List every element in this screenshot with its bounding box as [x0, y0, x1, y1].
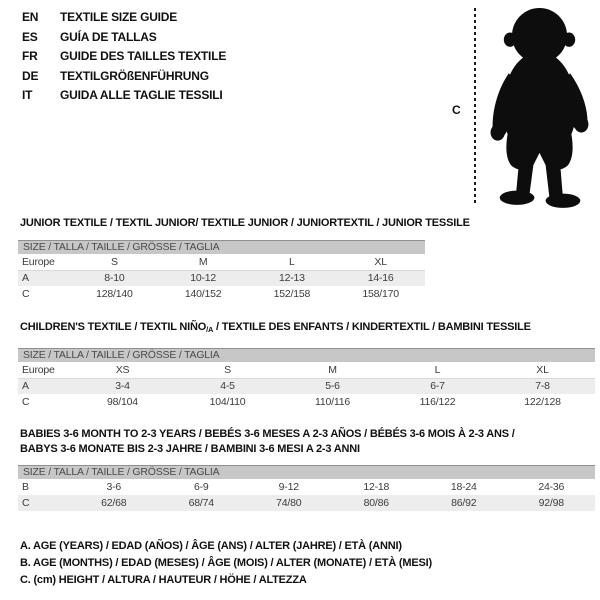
children-size-table	[18, 348, 595, 410]
row-label: B	[22, 481, 29, 493]
value-cell: 3-6	[106, 481, 122, 493]
value-cell: 74/80	[276, 497, 302, 509]
size-cell: XS	[70, 362, 175, 378]
value-cell: 140/152	[184, 288, 222, 300]
title-subscript: /A	[206, 325, 214, 334]
value-cell: 10-12	[190, 272, 217, 285]
size-cell: XL	[336, 254, 425, 270]
value-cell: 6-9	[193, 481, 209, 493]
size-table-header: SIZE / TALLA / TAILLE / GRÖSSE / TAGLIA	[18, 240, 425, 254]
language-code: EN	[22, 10, 39, 24]
value-cell: 92/98	[538, 497, 564, 509]
value-cell: 4-5	[220, 380, 235, 393]
value-cell: 5-6	[325, 380, 340, 393]
toddler-silhouette-image	[482, 6, 597, 212]
language-code: FR	[22, 49, 38, 63]
value-cell: 152/158	[273, 288, 311, 300]
size-cell: L	[248, 254, 337, 270]
language-code: DE	[22, 68, 39, 83]
value-cell: 104/110	[209, 396, 246, 408]
babies-section	[18, 427, 595, 511]
size-cell: S	[70, 254, 159, 270]
size-cell: M	[159, 254, 248, 270]
language-code: ES	[22, 29, 38, 44]
size-cell: S	[175, 362, 280, 378]
table-row	[18, 479, 595, 495]
babies-title-line2: BABYS 3-6 MONATE BIS 2-3 JAHRE / BAMBINI 3-6 MESI A 2-3 ANNI	[20, 443, 360, 455]
value-cell: 8-10	[104, 272, 125, 285]
table-row	[18, 378, 595, 394]
value-cell: 18-24	[450, 481, 477, 493]
row-label: C	[22, 396, 30, 408]
value-cell: 62/68	[101, 497, 127, 509]
children-section-title	[18, 321, 595, 336]
size-cell: L	[385, 362, 490, 378]
size-table-header: SIZE / TALLA / TAILLE / GRÖSSE / TAGLIA	[18, 465, 595, 479]
language-label: GUIDE DES TAILLES TEXTILE	[60, 49, 227, 63]
babies-size-table	[18, 465, 595, 511]
value-cell: 128/140	[96, 288, 133, 300]
value-cell: 14-16	[367, 272, 394, 285]
row-label: A	[22, 380, 29, 393]
language-label: GUÍA DE TALLAS	[60, 29, 157, 44]
value-cell: 122/128	[524, 396, 561, 408]
size-cell: XL	[490, 362, 595, 378]
value-cell: 68/74	[188, 497, 214, 509]
table-row	[18, 394, 595, 410]
language-row-fr	[22, 47, 226, 67]
children-section	[18, 321, 595, 410]
table-row	[18, 362, 595, 378]
language-row-it	[22, 86, 226, 106]
language-label: TEXTILE SIZE GUIDE	[60, 10, 178, 24]
value-cell: 80/86	[363, 497, 389, 509]
row-label: C	[22, 497, 30, 509]
size-cell: M	[280, 362, 385, 378]
value-cell: 116/122	[419, 396, 456, 408]
row-label: C	[22, 288, 30, 300]
value-cell: 158/170	[362, 288, 399, 300]
height-measure-label: C	[452, 103, 461, 117]
value-cell: 9-12	[278, 481, 299, 493]
value-cell: 24-36	[538, 481, 565, 493]
value-cell: 86/92	[451, 497, 477, 509]
legend-line-c: C. (cm) HEIGHT / ALTURA / HAUTEUR / HÖHE / ALTEZZA	[20, 574, 307, 586]
legend-line-b: B. AGE (MONTHS) / EDAD (MESES) / ÂGE (MOIS) / ALTER (MONATE) / ETÀ (MESI)	[20, 557, 432, 569]
size-table-header: SIZE / TALLA / TAILLE / GRÖSSE / TAGLIA	[18, 348, 595, 362]
value-cell: 3-4	[115, 380, 130, 393]
table-row	[18, 495, 595, 511]
value-cell: 98/104	[107, 396, 138, 408]
junior-section-title: JUNIOR TEXTILE / TEXTIL JUNIOR/ TEXTILE JUNIOR / JUNIORTEXTIL / JUNIOR TESSILE	[20, 217, 470, 229]
legend-line-a: A. AGE (YEARS) / EDAD (AÑOS) / ÂGE (ANS) / ALTER (JAHRE) / ETÀ (ANNI)	[20, 540, 402, 552]
measurement-legend	[20, 538, 432, 589]
title-text: CHILDREN'S TEXTILE / TEXTIL NIÑO	[20, 321, 207, 333]
table-row	[18, 254, 425, 270]
row-label: Europe	[18, 362, 70, 378]
value-cell: 12-18	[363, 481, 390, 493]
value-cell: 7-8	[535, 380, 550, 393]
language-label: TEXTILGRÖßENFÜHRUNG	[60, 68, 209, 83]
language-list	[22, 8, 226, 106]
row-label: A	[22, 272, 29, 285]
value-cell: 12-13	[278, 272, 305, 285]
table-row	[18, 286, 425, 302]
language-row-es	[22, 28, 226, 48]
title-text: / TEXTILE DES ENFANTS / KINDERTEXTIL / BAMBINI TESSILE	[213, 321, 531, 333]
height-measure-dashed-line	[474, 8, 476, 206]
babies-title-line1: BABIES 3-6 MONTH TO 2-3 YEARS / BEBÉS 3-6 MESES A 2-3 AÑOS / BÉBÉS 3-6 MOIS À 2-3 ANS /	[20, 428, 515, 440]
junior-size-table	[18, 240, 425, 302]
value-cell: 6-7	[430, 380, 445, 393]
language-code: IT	[22, 88, 33, 102]
language-label: GUIDA ALLE TAGLIE TESSILI	[60, 88, 223, 102]
language-row-en	[22, 8, 226, 28]
table-row	[18, 270, 425, 286]
language-row-de	[22, 67, 226, 87]
junior-section	[18, 217, 470, 302]
babies-section-title	[18, 427, 595, 457]
value-cell: 110/116	[315, 396, 350, 408]
row-label: Europe	[18, 254, 70, 270]
